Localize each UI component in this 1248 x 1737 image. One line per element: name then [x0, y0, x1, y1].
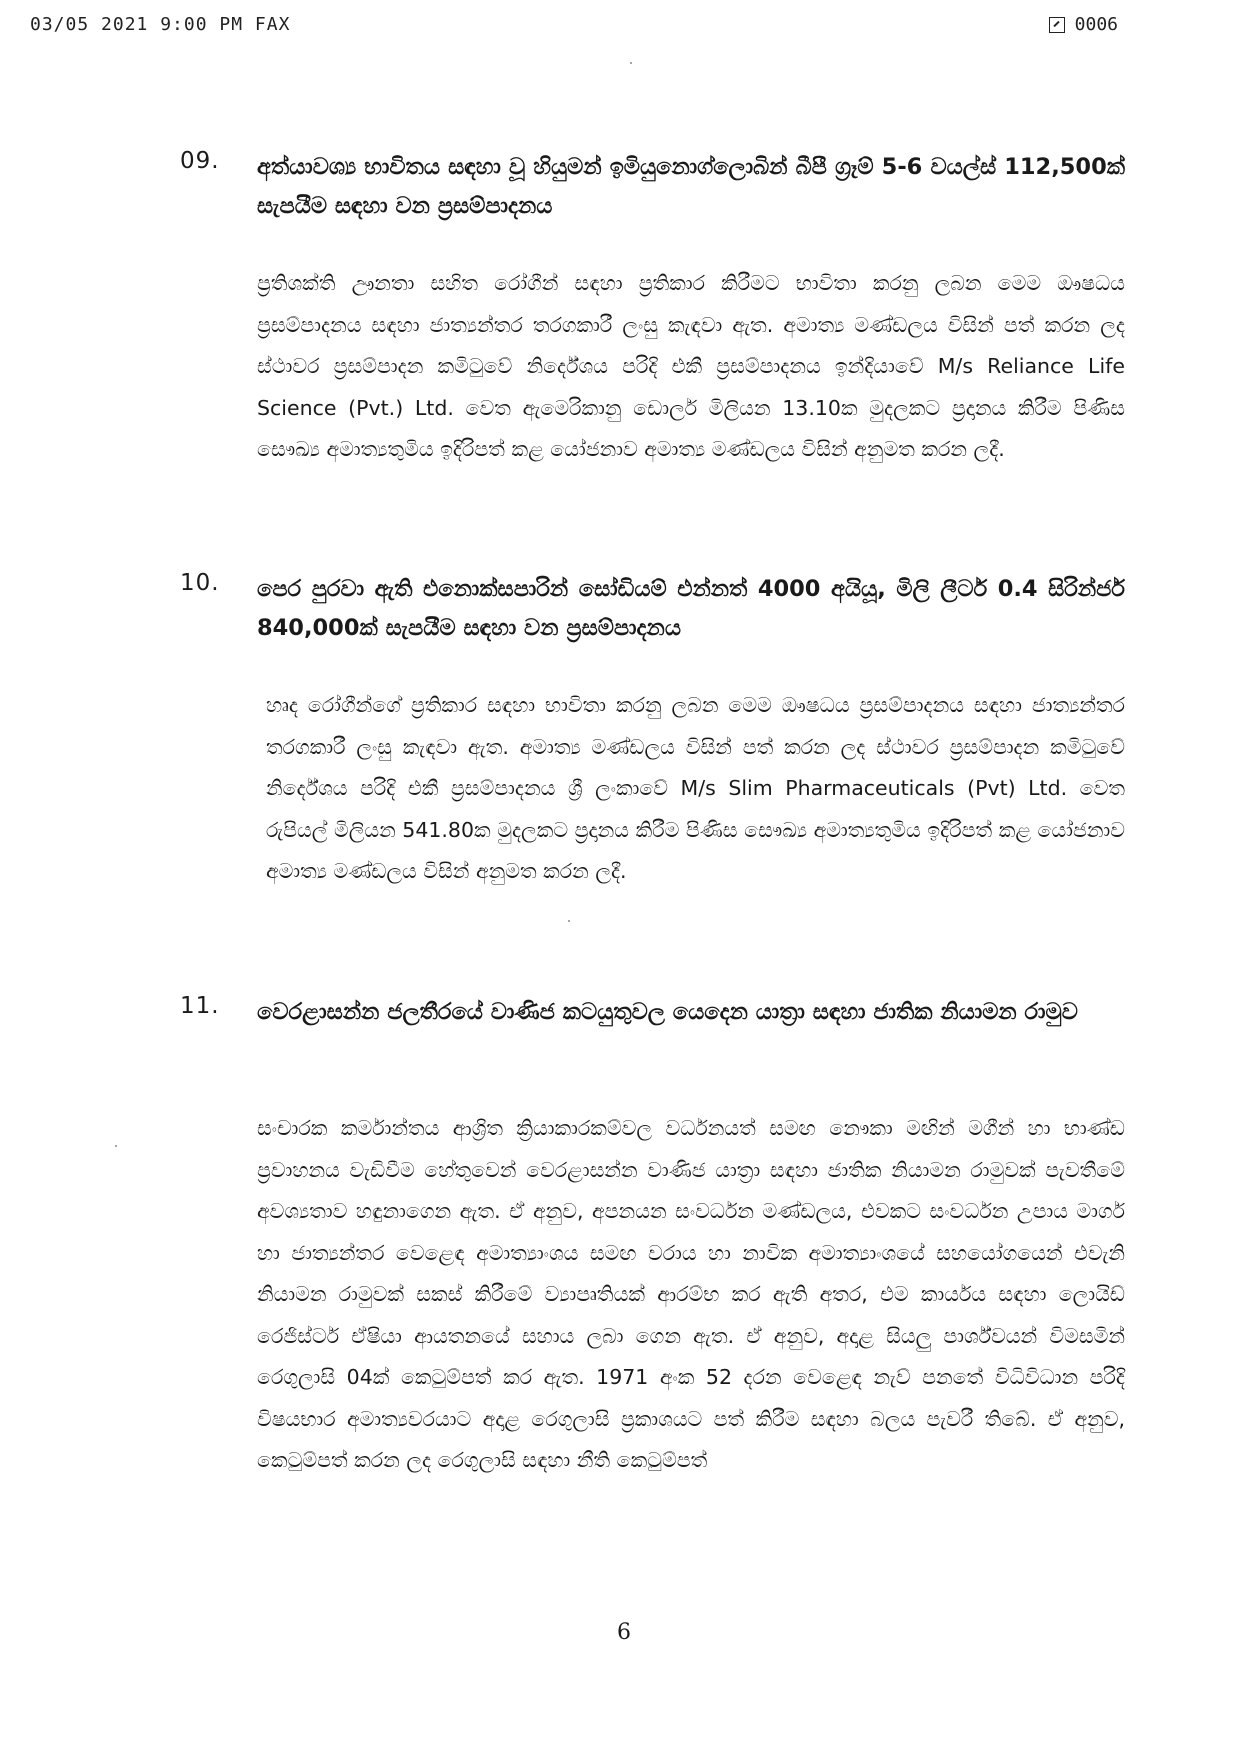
- fax-header-datetime: 03/05 2021 9:00 PM FAX: [30, 14, 291, 35]
- section-10: [180, 570, 1125, 990]
- scan-speck: [630, 62, 632, 64]
- section-number: 09.: [180, 148, 220, 174]
- fax-checkbox-icon: [1049, 17, 1065, 33]
- page-number: 6: [617, 1620, 631, 1645]
- section-body: හෘද රෝගීන්ගේ ප්‍රතිකාර සඳහා භාවිතා කරනු ලබන මෙම ඖෂධය ප්‍රසම්පාදනය සඳහා ජාත්‍යන්තර තරගකාරී ලංසු කැඳවා ඇත. අමාත්‍ය මණ්ඩලය විසින් පත් කරන ලද ස්ථාවර ප්‍රසම්පාදන කමිටුවේ නිර්දේශය පරිදි එකී ප්‍රසම්පාදනය ශ්‍රී ලංකාවේ M/s Slim Pharmaceuticals (Pvt) Ltd. වෙත රුපියල් මිලියන 541.80ක මුදලකට ප්‍රදානය කිරීම පිණිස සෞඛ්‍ය අමාත්‍යතුමිය ඉදිරිපත් කළ යෝජනාව අමාත්‍ය මණ්ඩලය විසින් අනුමත කරන ලදී.: [266, 693, 1125, 883]
- section-number: 10.: [180, 570, 220, 596]
- section-09: [180, 148, 1125, 528]
- fax-page-number: 0006: [1074, 14, 1118, 35]
- section-body: සංචාරක කර්මාන්තය ආශ්‍රිත ක්‍රියාකාරකම්වල වර්ධනයත් සමඟ නෞකා මඟින් මගීන් හා භාණ්ඩ ප්‍රවාහනය වැඩිවීම හේතුවෙන් වෙරළාසන්න වාණිජ යාත්‍රා සඳහා ජාතික නියාමන රාමුවක් පැවතීමේ අවශ්‍යතාව හඳුනාගෙන ඇත. ඒ අනුව, අපනයන සංවර්ධන මණ්ඩලය, එවකට සංවර්ධන උපාය මාර්ග හා ජාත්‍යන්තර වෙළෙඳ අමාත්‍යාංශය සමඟ වරාය හා නාවික අමාත්‍යාංශයේ සහයෝගයෙන් එවැනි නියාමන රාමුවක් සකස් කිරීමේ ව්‍යාපෘතියක් ආරම්භ කර ඇති අතර, එම කාර්යය සඳහා ලොයිඩ් රෙජිස්ටර් ඒෂියා ආයතනයේ සහාය ලබා ගෙන ඇත. ඒ අනුව, අදාළ සියලු පාර්ශ්වයන් විමසමින් රෙගුලාසි 04ක් කෙටුම්පත් කර ඇත. 1971 අංක 52 දරන වෙළෙඳ නැව් පනතේ විධිවිධාන පරිදි විෂයභාර අමාත්‍යවරයාට අදාළ රෙගුලාසි ප්‍රකාශයට පත් කිරීම සඳහා බලය පැවරී තිබේ. ඒ අනුව, කෙටුම්පත් කරන ලද රෙගුලාසි සඳහා නීති කෙටුම්පත්: [257, 1116, 1125, 1472]
- section-number: 11.: [180, 993, 220, 1019]
- fax-page-indicator: [1049, 14, 1118, 35]
- section-title: වෙරළාසන්න ජලතීරයේ වාණිජ කටයුතුවල යෙදෙන යාත්‍රා සඳහා ජාතික නියාමන රාමුව: [257, 999, 1078, 1025]
- section-body: ප්‍රතිශක්ති ඌනතා සහිත රෝගීන් සඳහා ප්‍රතිකාර කිරීමට භාවිතා කරනු ලබන මෙම ඖෂධය ප්‍රසම්පාදනය සඳහා ජාත්‍යන්තර තරගකාරී ලංසු කැඳවා ඇත. අමාත්‍ය මණ්ඩලය විසින් පත් කරන ලද ස්ථාවර ප්‍රසම්පාදන කමිටුවේ නිර්දේශය පරිදි එකී ප්‍රසම්පාදනය ඉන්දියාවේ M/s Reliance Life Science (Pvt.) Ltd. වෙත ඇමෙරිකානු ඩොලර් මිලියන 13.10ක මුදලකට ප්‍රදානය කිරීම පිණිස සෞඛ්‍ය අමාත්‍යතුමිය ඉදිරිපත් කළ යෝජනාව අමාත්‍ය මණ්ඩලය විසින් අනුමත කරන ලදී.: [257, 271, 1125, 461]
- section-title: පෙර පුරවා ඇති එනොක්සපාරින් සෝඩියම් එන්නත් 4000 අයියූ, මිලි ලීටර් 0.4 සිරින්ජර් 840,000ක් සැපයීම සඳහා වන ප්‍රසම්පාදනය: [257, 576, 1125, 641]
- section-11: [180, 993, 1125, 1573]
- scan-speck: [115, 1145, 117, 1147]
- section-title: අත්යාවශ්‍ය භාවිතය සඳහා වූ හියුමන් ඉමියුනොග්ලොබින් බීපී ග්‍රෑම් 5-6 වයල්ස් 112,500ක් සැපයීම සඳහා වන ප්‍රසම්පාදනය: [257, 154, 1125, 219]
